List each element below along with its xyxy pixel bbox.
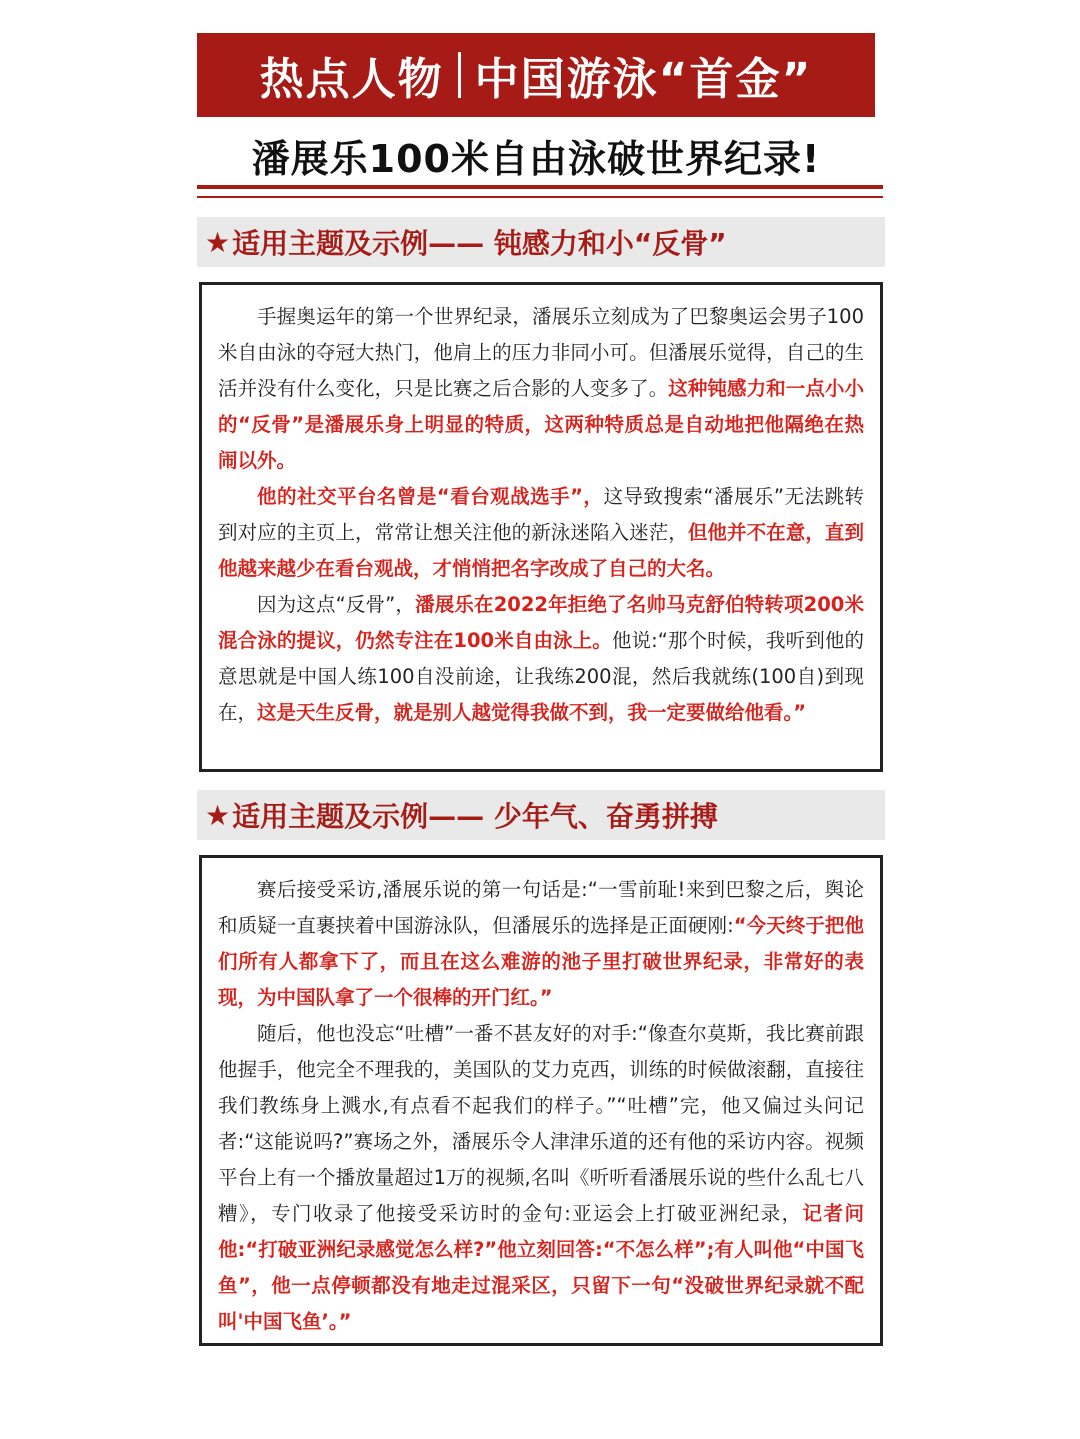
title-banner	[197, 33, 875, 117]
star-icon: ★	[205, 225, 231, 259]
body-text: 因为这点“反骨”，	[257, 593, 416, 616]
body-text: 这导致搜索“潘展乐”无法跳转到对应的主页上，常常让想关注他的新泳迷陷入迷茫，	[218, 485, 864, 544]
paragraph	[218, 299, 864, 479]
star-icon: ★	[205, 798, 231, 832]
highlight-text: 但他并不在意，直到他越来越少在看台观战，才悄悄把名字改成了自己的大名。	[218, 521, 864, 580]
paragraph	[218, 587, 864, 731]
page-subtitle: 潘展乐100米自由泳破世界纪录!	[251, 137, 821, 181]
highlight-text: 记者问他:“打破亚洲纪录感觉怎么样?”他立刻回答:“不怎么样”;有人叫他“中国飞鱼”，他一点停顿都没有地走过混采区，只留下一句“没破世界纪录就不配叫'中国飞鱼’。”	[218, 1202, 864, 1333]
highlight-text: 潘展乐在2022年拒绝了名帅马克舒伯特转项200米混合泳的提议，仍然专注在100米自由泳上。	[218, 593, 864, 652]
paragraph	[218, 872, 864, 1016]
divider-rule-thin	[197, 196, 883, 198]
highlight-text: 这是天生反骨，就是别人越觉得我做不到，我一定要做给他看。”	[257, 701, 807, 724]
paragraph	[218, 1016, 864, 1340]
section-heading-text: 适用主题及示例—— 钝感力和小“反骨”	[232, 227, 727, 260]
highlight-text: 这种钝感力和一点小小的“反骨”是潘展乐身上明显的特质，这两种特质总是自动地把他隔绝在热闹以外。	[218, 377, 864, 472]
banner-right-text: 中国游泳“首金”	[474, 54, 813, 105]
body-text: 赛后接受采访,潘展乐说的第一句话是:“一雪前耻!来到巴黎之后，舆论和质疑一直裹挟着中国游泳队，但潘展乐的选择是正面硬刚:	[218, 878, 864, 937]
banner-divider	[458, 52, 461, 98]
body-text: 他说:“那个时候，我听到他的意思就是中国人练100自没前途，让我练200混，然后我就练(100自)到现在，	[218, 629, 864, 724]
highlight-text: “今天终于把他们所有人都拿下了，而且在这么难游的池子里打破世界纪录，非常好的表现，为中国队拿了一个很棒的开门红。”	[218, 914, 864, 1009]
body-text: 手握奥运年的第一个世界纪录，潘展乐立刻成为了巴黎奥运会男子100米自由泳的夺冠大热门，他肩上的压力非同小可。但潘展乐觉得，自己的生活并没有什么变化，只是比赛之后合影的人变多了。	[218, 305, 864, 400]
highlight-text: 他的社交平台名曾是“看台观战选手”，	[257, 485, 604, 508]
section-body-1	[199, 282, 883, 772]
section-heading-1	[197, 217, 885, 267]
banner-left-text: 热点人物	[259, 54, 444, 105]
paragraph	[218, 479, 864, 587]
section-heading-2	[197, 790, 885, 840]
section-heading-text: 适用主题及示例—— 少年气、奋勇拼搏	[232, 800, 718, 833]
section-body-2	[199, 855, 883, 1346]
body-text: 随后，他也没忘“吐槽”一番不甚友好的对手:“像查尔莫斯，我比赛前跟他握手，他完全不理我的，美国队的艾力克西，训练的时候做滚翻，直接往我们教练身上溅水,有点看不起我们的样子。”“吐槽”完，他又偏过头问记者:“这能说吗?”赛场之外，潘展乐令人津津乐道的还有他的采访内容。视频平台上有一个播放量超过1万的视频,名叫《听听看潘展乐说的些什么乱七八糟》，专门收录了他接受采访时的金句:亚运会上打破亚洲纪录，	[218, 1022, 864, 1225]
divider-rule-thick	[197, 185, 883, 189]
